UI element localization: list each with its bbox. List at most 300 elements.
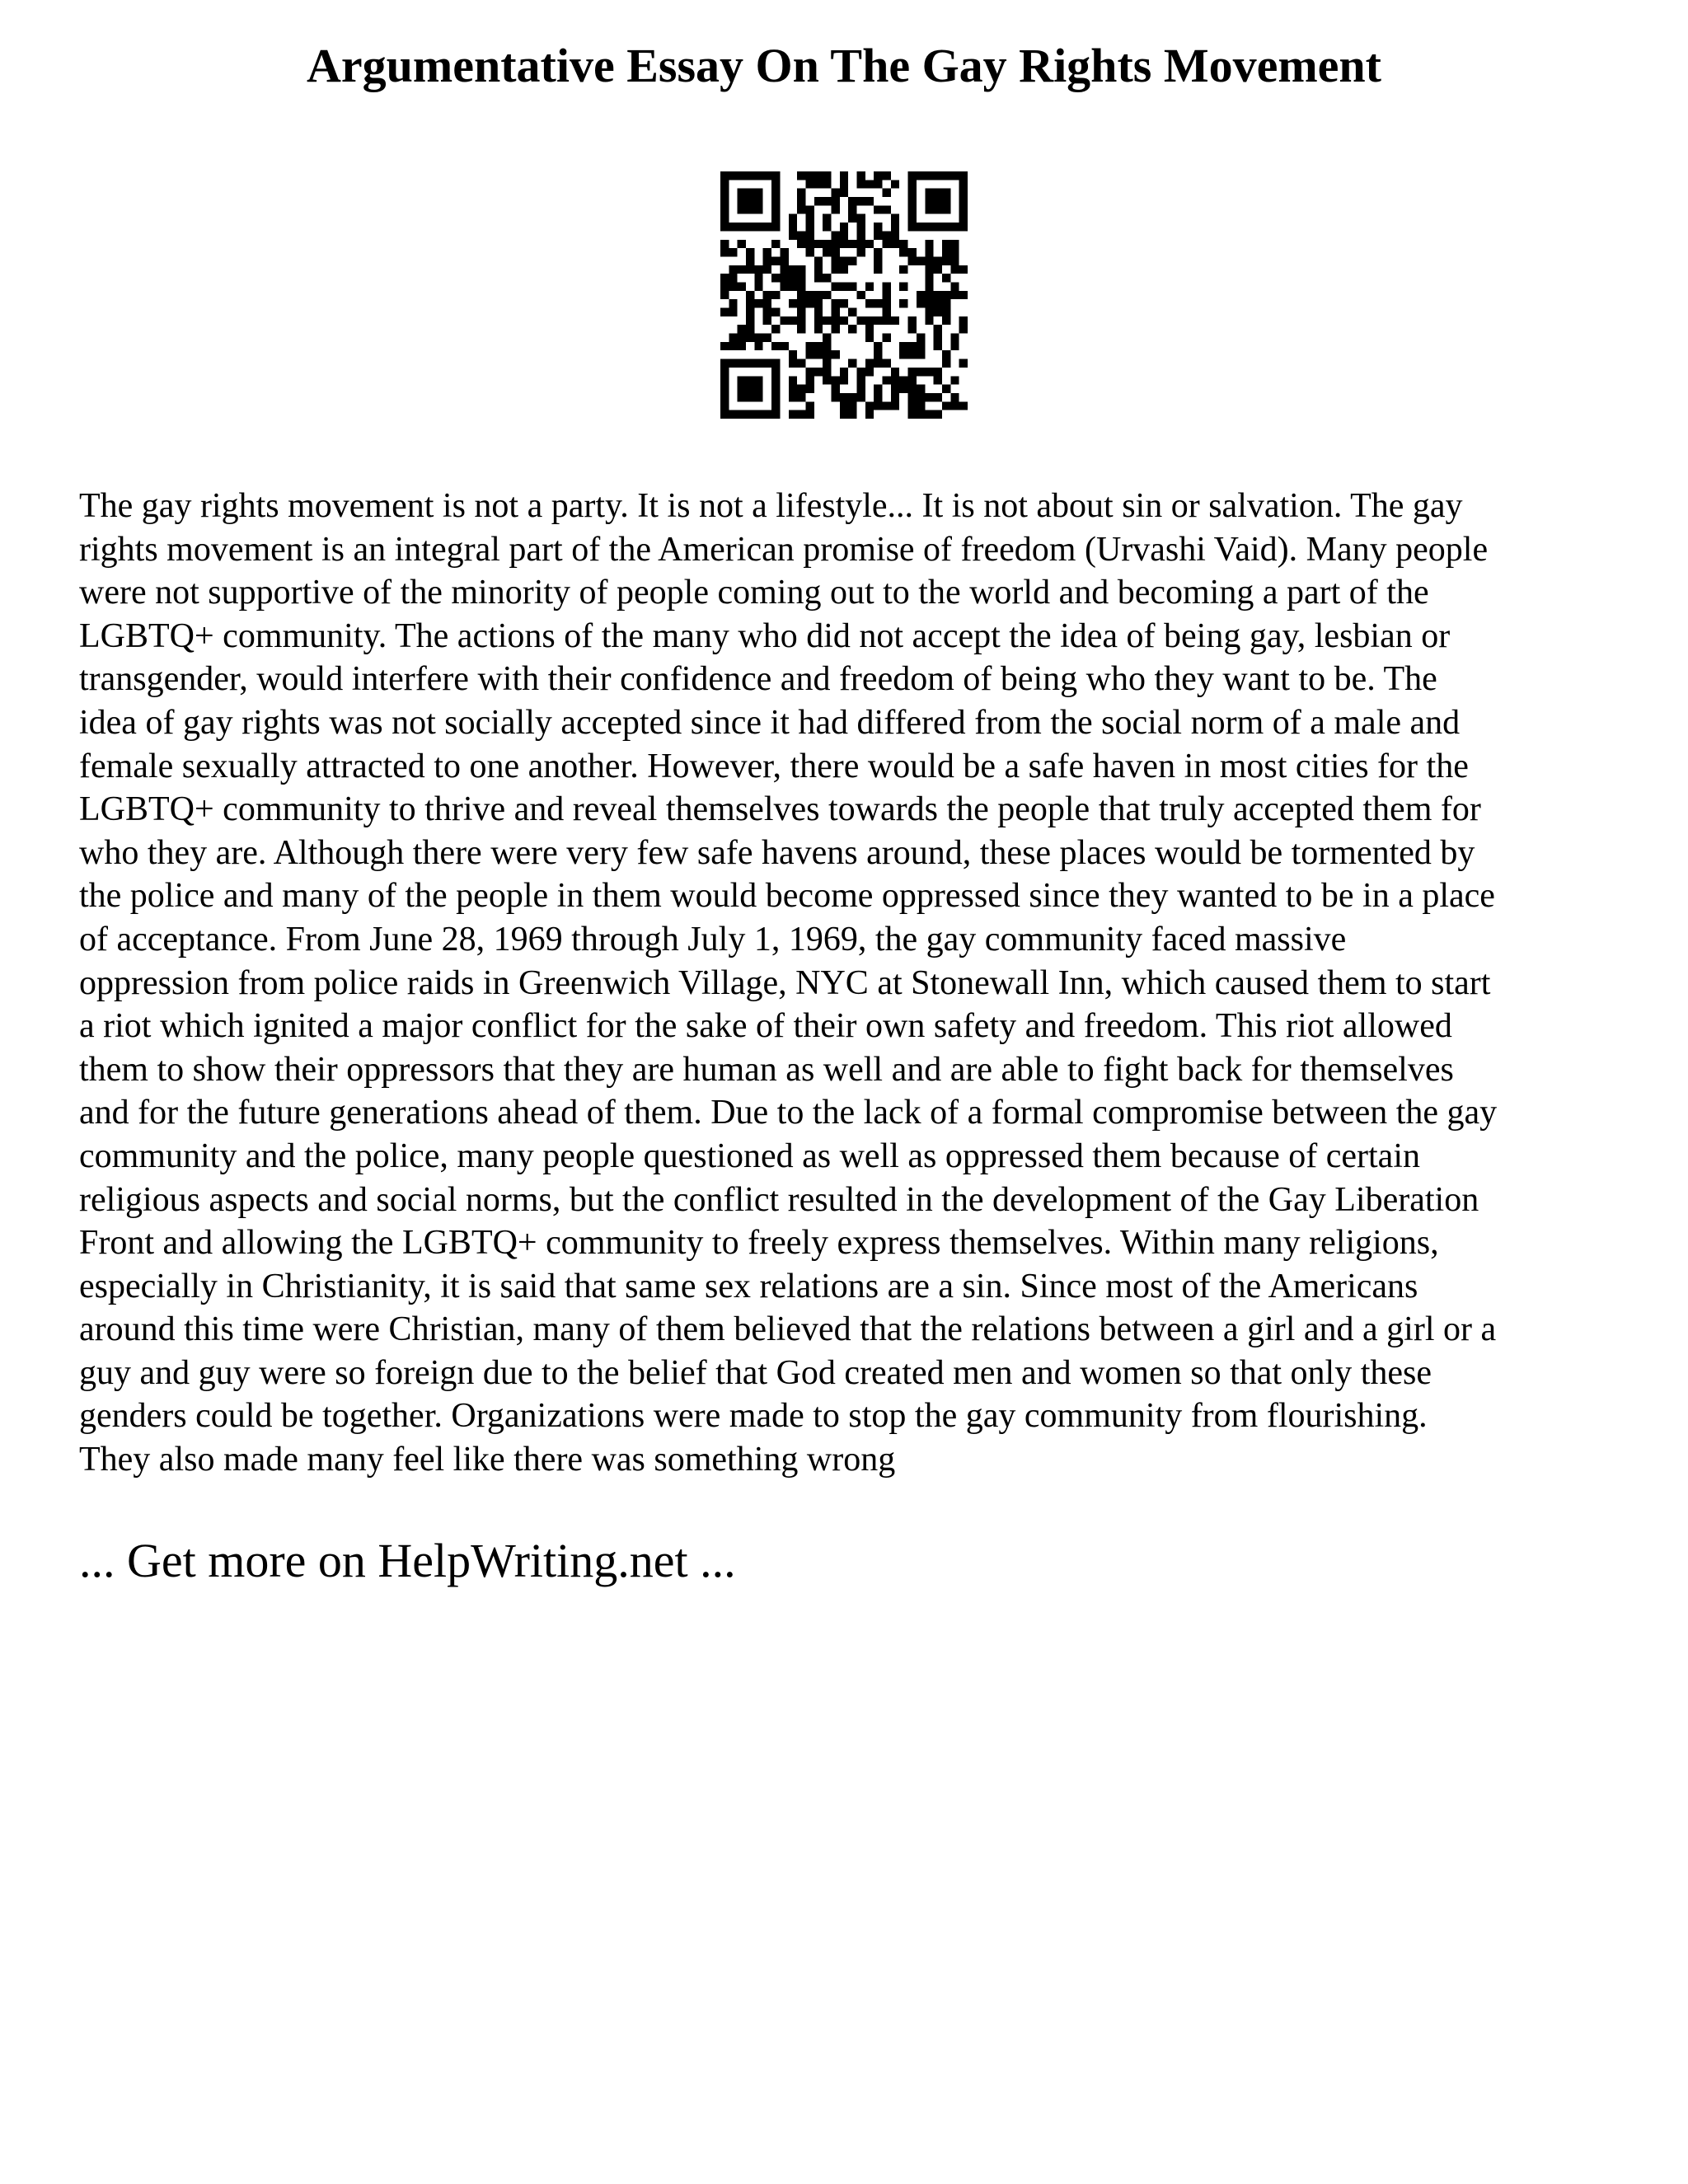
qr-module	[925, 291, 933, 299]
qr-module	[891, 401, 899, 410]
qr-module	[874, 205, 882, 213]
qr-module	[959, 359, 968, 368]
qr-module	[934, 223, 942, 231]
qr-module	[746, 171, 754, 180]
qr-module	[729, 274, 737, 282]
qr-module	[899, 240, 907, 248]
qr-module	[823, 180, 831, 188]
qr-module	[814, 291, 823, 299]
qr-module	[720, 393, 729, 401]
qr-module	[771, 223, 780, 231]
qr-module	[950, 223, 959, 231]
qr-module	[746, 376, 754, 384]
qr-module	[934, 393, 942, 401]
qr-module	[857, 240, 865, 248]
qr-module	[865, 299, 874, 307]
qr-module	[831, 265, 839, 274]
qr-module	[754, 410, 762, 419]
qr-module	[950, 240, 959, 248]
essay-line: community and the police, many people questioned as well as oppressed them because of certain	[79, 1137, 1420, 1175]
qr-module	[771, 256, 780, 265]
qr-module	[754, 189, 762, 197]
qr-module	[883, 359, 891, 368]
qr-module	[805, 385, 814, 393]
qr-module	[754, 385, 762, 393]
qr-module	[746, 308, 754, 316]
qr-module	[789, 265, 797, 274]
qr-module	[771, 376, 780, 384]
qr-module	[738, 282, 746, 290]
qr-module	[917, 401, 925, 410]
qr-module	[874, 299, 882, 307]
qr-module	[720, 368, 729, 376]
qr-module	[738, 189, 746, 197]
qr-module	[874, 342, 882, 350]
qr-module	[720, 274, 729, 282]
qr-module	[934, 368, 942, 376]
essay-line: a riot which ignited a major conflict for the sake of their own safety and freedom. This riot allowed	[79, 1007, 1452, 1046]
qr-module	[771, 359, 780, 368]
qr-module	[942, 256, 950, 265]
qr-module	[754, 359, 762, 368]
qr-module	[942, 205, 950, 213]
qr-module	[805, 376, 814, 384]
qr-module	[831, 350, 839, 359]
qr-module	[874, 401, 882, 410]
qr-module	[925, 410, 933, 419]
qr-module	[746, 334, 754, 342]
qr-module	[899, 248, 907, 256]
qr-module	[848, 282, 856, 290]
essay-line: who they are. Although there were very few safe havens around, these places would be tormented by	[79, 833, 1475, 872]
qr-module	[942, 350, 950, 359]
qr-module	[720, 410, 729, 419]
qr-module	[789, 350, 797, 359]
qr-module	[814, 299, 823, 307]
qr-module	[874, 350, 882, 359]
qr-module	[891, 180, 899, 188]
qr-module	[848, 393, 856, 401]
qr-module	[771, 308, 780, 316]
qr-module	[959, 401, 968, 410]
qr-module	[789, 393, 797, 401]
qr-module	[763, 308, 771, 316]
qr-module	[883, 282, 891, 290]
document-title: Argumentative Essay On The Gay Rights Movement	[307, 39, 1381, 92]
qr-module	[925, 256, 933, 265]
qr-module	[831, 240, 839, 248]
qr-module	[797, 282, 805, 290]
qr-module	[814, 274, 823, 282]
qr-module	[883, 316, 891, 325]
qr-module	[865, 197, 874, 205]
qr-module	[738, 342, 746, 350]
qr-module	[891, 316, 899, 325]
qr-module	[814, 368, 823, 376]
essay-line: especially in Christianity, it is said that same sex relations are a sin. Since most of the Americans	[79, 1267, 1418, 1305]
qr-module	[729, 248, 737, 256]
qr-module	[917, 385, 925, 393]
qr-module	[754, 393, 762, 401]
qr-module	[771, 189, 780, 197]
qr-module	[908, 393, 917, 401]
qr-module	[917, 342, 925, 350]
qr-module	[934, 376, 942, 384]
qr-module	[789, 214, 797, 223]
qr-module	[883, 171, 891, 180]
qr-module	[908, 385, 917, 393]
qr-module	[720, 214, 729, 223]
qr-module	[925, 265, 933, 274]
qr-module	[883, 231, 891, 239]
qr-module	[729, 410, 737, 419]
qr-module	[925, 274, 933, 282]
qr-module	[857, 197, 865, 205]
qr-module	[883, 334, 891, 342]
qr-module	[925, 368, 933, 376]
qr-module	[883, 376, 891, 384]
qr-module	[950, 171, 959, 180]
qr-module	[805, 240, 814, 248]
qr-module	[934, 299, 942, 307]
qr-module	[925, 205, 933, 213]
qr-module	[959, 197, 968, 205]
qr-module	[908, 368, 917, 376]
qr-module	[789, 376, 797, 384]
essay-line: religious aspects and social norms, but the conflict resulted in the development of the Gay Liberation	[79, 1180, 1479, 1219]
qr-module	[865, 180, 874, 188]
qr-module	[934, 334, 942, 342]
qr-module	[891, 214, 899, 223]
essay-line: guy and guy were so foreign due to the belief that God created men and women so that only these	[79, 1353, 1432, 1392]
essay-line: Front and allowing the LGBTQ+ community to freely express themselves. Within many religions,	[79, 1224, 1439, 1263]
qr-module	[823, 316, 831, 325]
qr-module	[848, 410, 856, 419]
qr-module	[729, 308, 737, 316]
qr-module	[925, 308, 933, 316]
qr-module	[789, 385, 797, 393]
qr-module	[908, 325, 917, 333]
qr-module	[857, 368, 865, 376]
qr-module	[797, 240, 805, 248]
qr-module	[848, 240, 856, 248]
qr-module	[771, 171, 780, 180]
qr-module	[814, 325, 823, 333]
qr-module	[814, 308, 823, 316]
qr-module	[823, 274, 831, 282]
qr-module	[780, 342, 788, 350]
qr-module	[848, 308, 856, 316]
qr-module	[883, 299, 891, 307]
qr-module	[840, 299, 848, 307]
qr-module	[797, 171, 805, 180]
qr-module	[780, 265, 788, 274]
qr-module	[917, 393, 925, 401]
qr-module	[831, 376, 839, 384]
qr-module	[840, 401, 848, 410]
qr-module	[805, 231, 814, 239]
qr-module	[934, 189, 942, 197]
qr-module	[754, 205, 762, 213]
qr-module	[925, 240, 933, 248]
qr-module	[814, 316, 823, 325]
qr-module	[805, 223, 814, 231]
qr-module	[754, 197, 762, 205]
qr-module	[738, 325, 746, 333]
qr-module	[797, 291, 805, 299]
qr-module	[899, 342, 907, 350]
essay-line: of acceptance. From June 28, 1969 through July 1, 1969, the gay community faced massive	[79, 920, 1347, 958]
qr-module	[857, 180, 865, 188]
qr-module	[831, 282, 839, 290]
qr-module	[814, 350, 823, 359]
qr-module	[874, 171, 882, 180]
qr-module	[950, 265, 959, 274]
qr-module	[763, 256, 771, 265]
qr-module	[917, 223, 925, 231]
qr-module	[754, 299, 762, 307]
qr-module	[823, 197, 831, 205]
qr-module	[746, 316, 754, 325]
qr-module	[729, 265, 737, 274]
qr-module	[746, 265, 754, 274]
qr-module	[959, 223, 968, 231]
qr-module	[942, 308, 950, 316]
qr-module	[805, 368, 814, 376]
qr-module	[908, 205, 917, 213]
qr-module	[814, 180, 823, 188]
qr-module	[883, 240, 891, 248]
qr-module	[865, 368, 874, 376]
qr-module	[746, 189, 754, 197]
qr-module	[899, 376, 907, 384]
qr-module	[780, 274, 788, 282]
qr-module	[805, 342, 814, 350]
qr-module	[823, 342, 831, 350]
qr-module	[865, 410, 874, 419]
qr-module	[840, 368, 848, 376]
qr-module	[857, 376, 865, 384]
qr-module	[831, 205, 839, 213]
qr-module	[746, 248, 754, 256]
qr-module	[899, 385, 907, 393]
essay-line: LGBTQ+ community to thrive and reveal themselves towards the people that truly accepted them for	[79, 790, 1481, 829]
qr-module	[942, 240, 950, 248]
qr-module	[797, 308, 805, 316]
qr-module	[899, 299, 907, 307]
get-more-link[interactable]: ... Get more on HelpWriting.net ...	[79, 1534, 736, 1587]
qr-module	[738, 240, 746, 248]
essay-line: The gay rights movement is not a party. It is not a lifestyle... It is not about sin or salvation. The gay	[79, 487, 1463, 525]
qr-module	[763, 291, 771, 299]
qr-module	[805, 205, 814, 213]
qr-module	[908, 256, 917, 265]
qr-module	[950, 256, 959, 265]
qr-module	[934, 342, 942, 350]
qr-module	[925, 316, 933, 325]
qr-module	[823, 240, 831, 248]
qr-module	[814, 197, 823, 205]
qr-module	[874, 256, 882, 265]
qr-module	[763, 265, 771, 274]
qr-module	[908, 376, 917, 384]
qr-module	[823, 368, 831, 376]
qr-module	[917, 291, 925, 299]
qr-module	[908, 197, 917, 205]
qr-module	[797, 325, 805, 333]
qr-module	[763, 410, 771, 419]
qr-module	[865, 240, 874, 248]
qr-module	[805, 410, 814, 419]
qr-module	[823, 214, 831, 223]
qr-module	[908, 171, 917, 180]
qr-module	[797, 197, 805, 205]
qr-module	[746, 325, 754, 333]
qr-module	[771, 385, 780, 393]
qr-module	[771, 401, 780, 410]
qr-module	[874, 180, 882, 188]
qr-module	[729, 299, 737, 307]
qr-module	[899, 265, 907, 274]
qr-module	[789, 282, 797, 290]
essay-line: female sexually attracted to one another. However, there would be a safe haven in most cities for the	[79, 747, 1469, 785]
qr-module	[805, 248, 814, 256]
essay-line: genders could be together. Organizations were made to stop the gay community from flourishing.	[79, 1397, 1428, 1436]
qr-module	[823, 248, 831, 256]
qr-module	[925, 223, 933, 231]
qr-module	[720, 189, 729, 197]
qr-module	[874, 359, 882, 368]
qr-module	[840, 180, 848, 188]
essay-line: idea of gay rights was not socially accepted since it had differed from the social norm of a male and	[79, 703, 1461, 742]
qr-module	[789, 231, 797, 239]
qr-module	[848, 256, 856, 265]
qr-module	[917, 350, 925, 359]
qr-module	[746, 256, 754, 265]
qr-module	[754, 342, 762, 350]
qr-module	[942, 171, 950, 180]
qr-module	[720, 240, 729, 248]
qr-module	[754, 223, 762, 231]
qr-module	[959, 171, 968, 180]
qr-module	[950, 342, 959, 350]
qr-module	[754, 274, 762, 282]
qr-module	[908, 401, 917, 410]
qr-module	[823, 376, 831, 384]
qr-module	[720, 282, 729, 290]
qr-module	[797, 265, 805, 274]
essay-line: them to show their oppressors that they are human as well and are able to fight back for themselves	[79, 1050, 1454, 1089]
qr-module	[754, 265, 762, 274]
qr-module	[908, 223, 917, 231]
qr-module	[917, 410, 925, 419]
qr-module	[789, 223, 797, 231]
qr-module	[942, 274, 950, 282]
qr-module	[729, 342, 737, 350]
qr-module	[823, 171, 831, 180]
qr-module	[814, 342, 823, 350]
qr-module	[950, 393, 959, 401]
qr-module	[840, 223, 848, 231]
qr-module	[754, 282, 762, 290]
qr-module	[874, 265, 882, 274]
qr-module	[831, 231, 839, 239]
qr-module	[891, 393, 899, 401]
qr-module	[908, 316, 917, 325]
qr-module	[771, 342, 780, 350]
qr-module	[720, 291, 729, 299]
qr-module	[959, 180, 968, 188]
qr-module	[857, 214, 865, 223]
qr-module	[746, 385, 754, 393]
qr-module	[823, 359, 831, 368]
qr-module	[763, 223, 771, 231]
qr-module	[908, 180, 917, 188]
qr-module	[789, 359, 797, 368]
qr-module	[848, 197, 856, 205]
qr-module	[720, 308, 729, 316]
qr-module	[874, 248, 882, 256]
qr-module	[720, 248, 729, 256]
qr-module	[934, 256, 942, 265]
qr-module	[848, 205, 856, 213]
essay-line: rights movement is an integral part of the American promise of freedom (Urvashi Vaid). Many people	[79, 530, 1489, 569]
essay-line: the police and many of the people in them would become oppressed since they wanted to be in a place	[79, 877, 1495, 916]
qr-module	[857, 291, 865, 299]
qr-module	[959, 214, 968, 223]
qr-module	[883, 189, 891, 197]
qr-module	[805, 401, 814, 410]
qr-module	[720, 376, 729, 384]
qr-module	[771, 410, 780, 419]
qr-module	[959, 265, 968, 274]
qr-module	[720, 401, 729, 410]
qr-module	[908, 410, 917, 419]
qr-module	[720, 205, 729, 213]
qr-module	[865, 334, 874, 342]
qr-module	[840, 265, 848, 274]
qr-module	[805, 214, 814, 223]
qr-module	[763, 171, 771, 180]
qr-module	[729, 171, 737, 180]
qr-module	[797, 359, 805, 368]
qr-module	[917, 299, 925, 307]
qr-module	[797, 393, 805, 401]
qr-module	[840, 171, 848, 180]
qr-module	[831, 316, 839, 325]
qr-module	[763, 299, 771, 307]
qr-module	[805, 299, 814, 307]
qr-module	[865, 401, 874, 410]
qr-module	[805, 350, 814, 359]
qr-module	[874, 316, 882, 325]
qr-module	[738, 410, 746, 419]
qr-module	[925, 197, 933, 205]
qr-module	[720, 171, 729, 180]
qr-module	[925, 393, 933, 401]
essay-body	[79, 485, 1620, 1482]
qr-module	[874, 393, 882, 401]
qr-module	[720, 359, 729, 368]
qr-module	[763, 248, 771, 256]
qr-module	[823, 350, 831, 359]
qr-module	[942, 385, 950, 393]
qr-module	[814, 256, 823, 265]
qr-module	[831, 197, 839, 205]
qr-module	[934, 205, 942, 213]
qr-module	[729, 223, 737, 231]
qr-module	[831, 256, 839, 265]
